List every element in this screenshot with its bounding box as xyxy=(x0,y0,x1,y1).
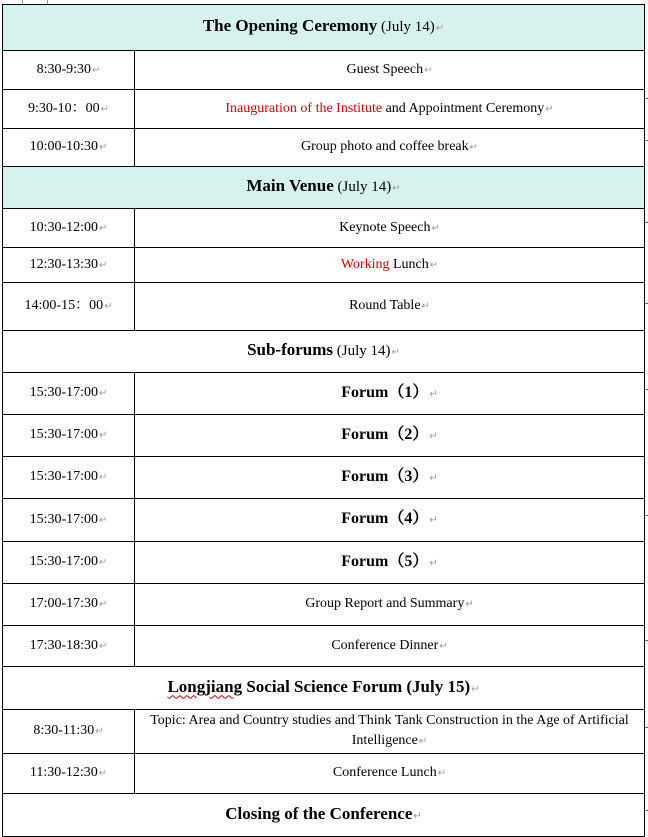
forum-label: Forum（1） xyxy=(341,383,429,401)
table-row xyxy=(3,209,645,248)
event-cell: Lunch xyxy=(389,256,429,272)
time-cell: 9:30-10：00 xyxy=(28,100,100,116)
section-header-opening xyxy=(3,5,645,51)
return-mark: ↵ xyxy=(435,23,445,34)
return-mark: ↵ xyxy=(429,515,438,526)
return-mark: ↵ xyxy=(465,599,474,610)
return-mark: ↵ xyxy=(429,472,438,484)
return-mark: ↵ xyxy=(99,259,108,271)
time-cell: 10:30-12:00 xyxy=(29,219,99,235)
return-mark: ↵ xyxy=(99,514,108,526)
time-cell: 15:30-17:00 xyxy=(29,511,99,527)
section-title-rest: Social Science Forum (July 15) xyxy=(242,676,471,696)
section-date: (July 14) xyxy=(333,343,391,359)
event-highlight: Inauguration of the Institute xyxy=(225,100,383,116)
event-cell: Group Report and Summary xyxy=(305,596,465,611)
time-cell: 15:30-17:00 xyxy=(29,385,99,400)
return-mark: ↵ xyxy=(413,810,422,822)
section-header-closing xyxy=(3,794,645,837)
return-mark: ↵ xyxy=(92,64,101,76)
table-row xyxy=(3,626,645,667)
time-cell: 11:30-12:30 xyxy=(29,765,98,780)
return-mark: ↵ xyxy=(418,736,428,747)
event-cell: Conference Dinner xyxy=(331,637,439,653)
schedule-table xyxy=(2,4,645,837)
event-cell: and Appointment Ceremony xyxy=(382,100,545,116)
return-mark: ↵ xyxy=(98,768,108,779)
table-row xyxy=(3,283,645,331)
event-cell: Group photo and coffee break xyxy=(300,139,469,154)
table-row xyxy=(3,248,645,283)
event-cell: Round Table xyxy=(349,298,421,313)
return-mark: ↵ xyxy=(545,103,554,115)
event-cell: Keynote Speech xyxy=(339,219,431,235)
time-cell: 15:30-17:00 xyxy=(29,427,99,442)
return-mark: ↵ xyxy=(391,347,400,358)
return-mark: ↵ xyxy=(99,472,108,483)
table-row xyxy=(3,457,645,499)
return-mark: ↵ xyxy=(99,599,108,610)
return-mark: ↵ xyxy=(429,430,438,442)
section-title: Closing of the Conference xyxy=(225,803,413,823)
table-row xyxy=(3,51,645,90)
section-title xyxy=(167,677,470,696)
table-row xyxy=(3,499,645,542)
return-mark: ↵ xyxy=(469,142,479,153)
return-mark: ↵ xyxy=(431,222,440,234)
time-cell: 14:00-15：00 xyxy=(24,298,104,313)
time-cell: 17:00-17:30 xyxy=(29,596,99,611)
table-row xyxy=(3,415,645,457)
event-cell: Topic: Area and Country studies and Think Tank Construction in the Age of Artificial Intelligence xyxy=(150,713,629,748)
section-title: Main Venue xyxy=(246,176,334,195)
return-mark: ↵ xyxy=(95,726,104,737)
forum-label: Forum（5） xyxy=(341,552,429,570)
section-title: The Opening Ceremony xyxy=(202,16,378,35)
section-header-longjiang xyxy=(3,667,645,710)
time-cell: 8:30-9:30 xyxy=(36,61,92,77)
return-mark: ↵ xyxy=(429,259,439,271)
time-cell: 15:30-17:00 xyxy=(29,469,99,484)
time-cell: 10:00-10:30 xyxy=(29,139,99,154)
forum-label: Forum（4） xyxy=(341,510,429,527)
return-mark: ↵ xyxy=(421,301,430,312)
return-mark: ↵ xyxy=(104,301,113,312)
table-row xyxy=(3,373,645,415)
event-cell: Guest Speech xyxy=(346,61,424,77)
forum-label: Forum（2） xyxy=(341,425,429,443)
table-row xyxy=(3,710,645,754)
table-row xyxy=(3,542,645,584)
return-mark: ↵ xyxy=(99,640,108,652)
section-header-main-venue xyxy=(3,167,645,209)
return-mark: ↵ xyxy=(99,142,108,153)
time-cell: 15:30-17:00 xyxy=(29,554,99,569)
return-mark: ↵ xyxy=(439,640,448,652)
table-row xyxy=(3,129,645,167)
return-mark: ↵ xyxy=(429,557,438,569)
time-cell: 12:30-13:30 xyxy=(29,256,99,272)
return-mark: ↵ xyxy=(429,388,438,400)
return-mark: ↵ xyxy=(99,430,108,441)
return-mark: ↵ xyxy=(424,64,433,76)
forum-label: Forum（3） xyxy=(341,467,429,485)
event-highlight: Working xyxy=(340,256,390,272)
return-mark: ↵ xyxy=(99,557,108,568)
return-mark: ↵ xyxy=(100,103,109,115)
return-mark: ↵ xyxy=(99,222,108,234)
return-mark: ↵ xyxy=(392,183,401,194)
section-date: (July 14) xyxy=(377,19,435,35)
return-mark: ↵ xyxy=(471,683,480,695)
section-date: (July 14) xyxy=(333,179,392,195)
table-row xyxy=(3,90,645,129)
spellcheck-word: Longjiang xyxy=(167,676,243,696)
return-mark: ↵ xyxy=(437,768,447,779)
table-row xyxy=(3,754,645,794)
event-cell: Conference Lunch xyxy=(332,765,437,780)
return-mark: ↵ xyxy=(99,388,108,399)
section-title: Sub-forums xyxy=(247,340,334,359)
table-row xyxy=(3,584,645,626)
section-header-sub-forums xyxy=(3,331,645,373)
time-cell: 17:30-18:30 xyxy=(29,637,99,653)
time-cell: 8:30-11:30 xyxy=(33,723,95,738)
